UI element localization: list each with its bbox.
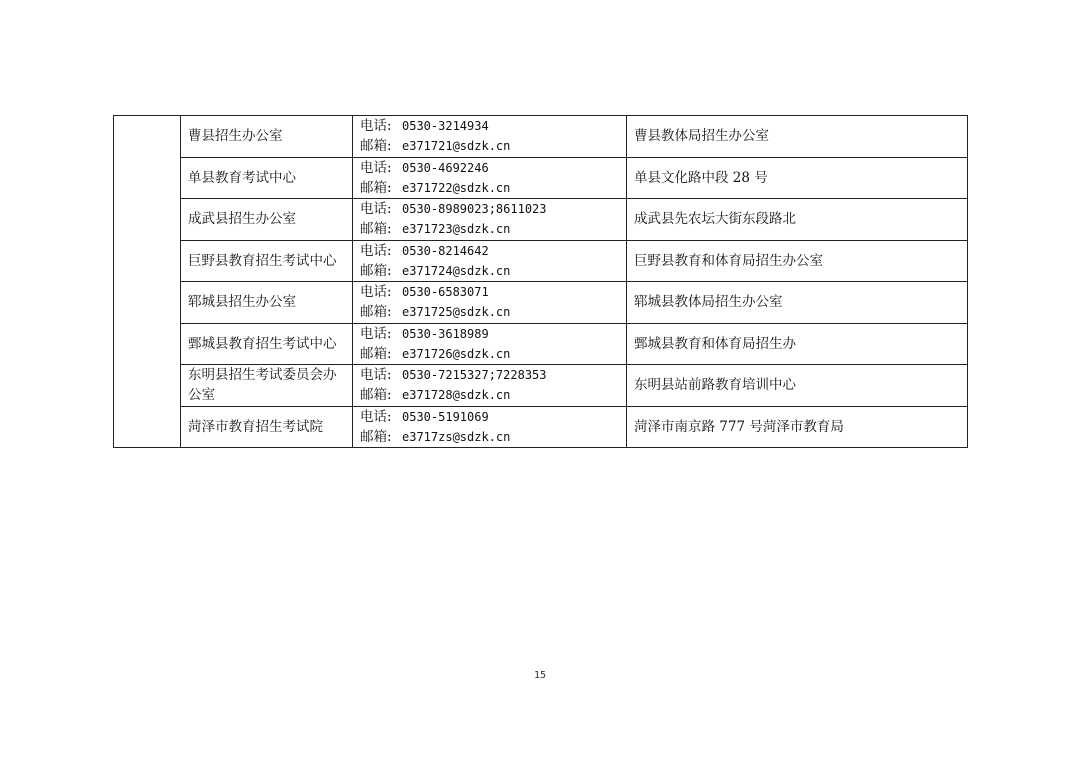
phone-value: 0530-6583071: [402, 285, 489, 300]
table-row: [114, 406, 968, 448]
email-line: [360, 178, 626, 198]
contact-cell: [353, 240, 627, 282]
email-label: 邮箱:: [360, 345, 392, 362]
email-label: 邮箱:: [360, 179, 392, 196]
contact-cell: [353, 282, 627, 324]
email-value: e371726@sdzk.cn: [402, 346, 511, 361]
phone-value: 0530-8214642: [402, 243, 489, 258]
address-cell: 鄄城县教育和体育局招生办: [627, 323, 968, 365]
phone-value: 0530-7215327;7228353: [402, 368, 547, 383]
phone-line: [360, 324, 626, 344]
address-cell: 巨野县教育和体育局招生办公室: [627, 240, 968, 282]
phone-label: 电话:: [360, 201, 392, 218]
address-cell: 成武县先农坛大街东段路北: [627, 199, 968, 241]
office-name-cell: 郓城县招生办公室: [181, 282, 353, 324]
office-name-cell: 鄄城县教育招生考试中心: [181, 323, 353, 365]
email-line: [360, 385, 626, 405]
email-value: e371724@sdzk.cn: [402, 263, 511, 278]
email-label: 邮箱:: [360, 304, 392, 321]
contact-cell: [353, 199, 627, 241]
address-cell: 菏泽市南京路 777 号菏泽市教育局: [627, 406, 968, 448]
table-row: [114, 365, 968, 407]
region-cell: [114, 116, 181, 448]
email-line: [360, 136, 626, 156]
phone-label: 电话:: [360, 242, 392, 259]
contact-cell: [353, 365, 627, 407]
phone-line: [360, 199, 626, 219]
contact-cell: [353, 406, 627, 448]
table-row: [114, 157, 968, 199]
office-name-cell: 成武县招生办公室: [181, 199, 353, 241]
email-value: e3717zs@sdzk.cn: [402, 429, 511, 444]
table-row: [114, 116, 968, 158]
phone-value: 0530-3618989: [402, 326, 489, 341]
phone-line: [360, 158, 626, 178]
table-row: [114, 323, 968, 365]
email-label: 邮箱:: [360, 138, 392, 155]
phone-value: 0530-5191069: [402, 409, 489, 424]
email-label: 邮箱:: [360, 428, 392, 445]
email-value: e371721@sdzk.cn: [402, 139, 511, 154]
email-label: 邮箱:: [360, 221, 392, 238]
address-cell: 单县文化路中段 28 号: [627, 157, 968, 199]
office-name-cell: 单县教育考试中心: [181, 157, 353, 199]
contact-table-body: [114, 116, 968, 448]
email-label: 邮箱:: [360, 262, 392, 279]
phone-line: [360, 116, 626, 136]
phone-line: [360, 365, 626, 385]
office-name-cell: 菏泽市教育招生考试院: [181, 406, 353, 448]
phone-label: 电话:: [360, 325, 392, 342]
email-line: [360, 302, 626, 322]
address-cell: 郓城县教体局招生办公室: [627, 282, 968, 324]
phone-value: 0530-3214934: [402, 119, 489, 134]
table-row: [114, 282, 968, 324]
email-value: e371725@sdzk.cn: [402, 305, 511, 320]
email-label: 邮箱:: [360, 387, 392, 404]
table-row: [114, 240, 968, 282]
contact-cell: [353, 116, 627, 158]
contact-cell: [353, 323, 627, 365]
phone-value: 0530-8989023;8611023: [402, 202, 547, 217]
table-row: [114, 199, 968, 241]
office-name-cell: 巨野县教育招生考试中心: [181, 240, 353, 282]
phone-label: 电话:: [360, 118, 392, 135]
phone-label: 电话:: [360, 408, 392, 425]
phone-line: [360, 282, 626, 302]
email-value: e371723@sdzk.cn: [402, 222, 511, 237]
phone-label: 电话:: [360, 284, 392, 301]
email-value: e371722@sdzk.cn: [402, 180, 511, 195]
phone-label: 电话:: [360, 367, 392, 384]
email-line: [360, 261, 626, 281]
office-name-cell: 曹县招生办公室: [181, 116, 353, 158]
phone-line: [360, 241, 626, 261]
office-name-cell: 东明县招生考试委员会办公室: [181, 365, 353, 407]
address-cell: 曹县教体局招生办公室: [627, 116, 968, 158]
email-line: [360, 219, 626, 239]
email-value: e371728@sdzk.cn: [402, 388, 511, 403]
address-cell: 东明县站前路教育培训中心: [627, 365, 968, 407]
contact-cell: [353, 157, 627, 199]
email-line: [360, 344, 626, 364]
page-number: 15: [533, 670, 547, 681]
email-line: [360, 427, 626, 447]
contact-table: [113, 115, 968, 448]
phone-value: 0530-4692246: [402, 160, 489, 175]
phone-line: [360, 407, 626, 427]
phone-label: 电话:: [360, 159, 392, 176]
